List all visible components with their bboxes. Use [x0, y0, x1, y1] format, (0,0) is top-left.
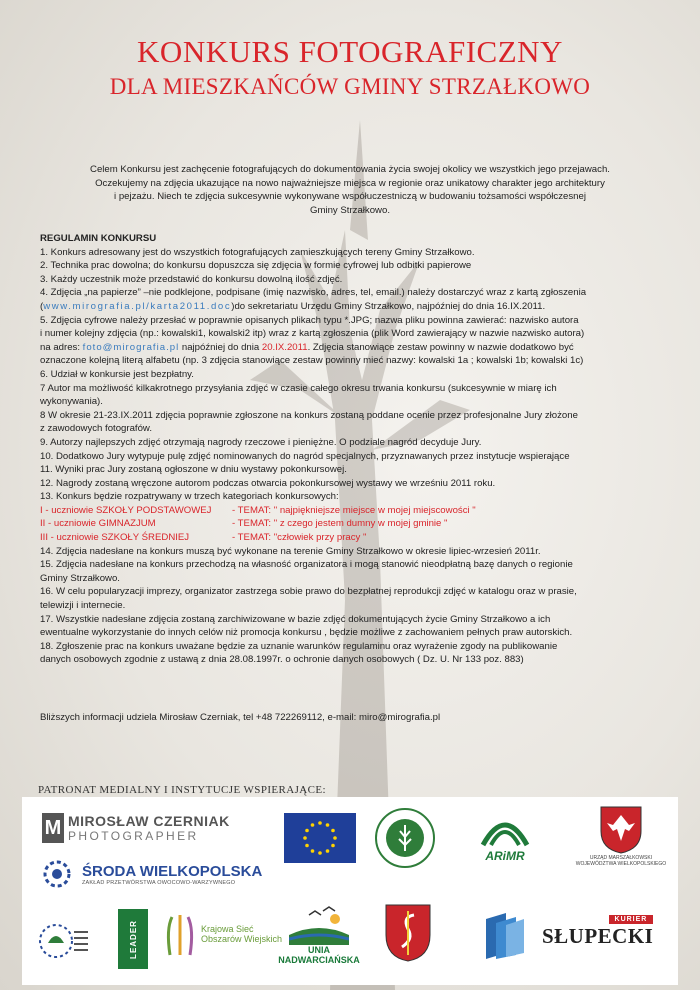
- contact-info: Bliższych informacji udziela Mirosław Czerniak, tel +48 722269112, e-mail: miro@mirografia.pl: [40, 712, 441, 723]
- eu-star-icon: [318, 851, 322, 855]
- um-line: URZĄD MARSZAŁKOWSKI: [589, 855, 653, 861]
- page-title: KONKURS FOTOGRAFICZNY: [137, 34, 563, 69]
- category-group: II - uczniowie GIMNAZJUM: [40, 518, 156, 530]
- sroda-sub: ZAKŁAD PRZETWÓRSTWA OWOCOWO-WARZYWNEGO: [82, 879, 236, 886]
- prow-program-logo-icon: [34, 915, 90, 965]
- rule-line: [40, 341, 670, 355]
- rule-line: 7 Autor ma możliwość kilkakrotnego przysyłania zdjęć w czasie całego okresu trwania konkursu (sukcesywnie w miarę ich: [40, 382, 557, 394]
- rule-line: i numer kolejny zdjęcia (np.: kowalski1, kowalski2 itp) wraz z kartą zgłoszenia (plik Word zawierający w nazwie nazwisko autora): [40, 328, 585, 340]
- rule-line: 2. Technika prac dowolna; do konkursu dopuszcza się zdjęcia w formie cyfrowej lub odbitki papierowe: [40, 260, 472, 272]
- eu-star-icon: [331, 844, 335, 848]
- rule-line: 9. Autorzy najlepszych zdjęć otrzymają nagrody rzeczowe i pieniężne. O podziale nagród decyduje Jury.: [40, 436, 482, 448]
- rule-line: 8 W okresie 21-23.IX.2011 zdjęcia poprawnie zgłoszone na konkurs zostaną poddane ocenie przez profesjonalne Jury złożone: [40, 409, 578, 421]
- rule-line: 5. Zdjęcia cyfrowe należy przesłać w poprawnie opisanych plikach typu *.JPG; nazwa pliku powinna zawierać: nazwisko autora: [40, 314, 579, 326]
- eu-star-icon: [318, 821, 322, 825]
- sponsors-heading: PATRONAT MEDIALNY I INSTYTUCJE WSPIERAJĄCE:: [38, 784, 326, 796]
- rule-line: 16. W celu popularyzacji imprezy, organizator zastrzega sobie prawo do bezpłatnej reprodukcji zdjęć w katalogu oraz w prasie,: [40, 586, 577, 598]
- category-theme: - TEMAT: " najpiękniejsze miejsce w mojej miejscowości ": [232, 504, 476, 516]
- eu-star-icon: [326, 849, 330, 853]
- unia-line: UNIA: [308, 945, 330, 955]
- wielkopolska-coat-of-arms-icon: [599, 805, 643, 855]
- um-line: WOJEWÓDZTWA WIELKOPOLSKIEGO: [575, 861, 667, 867]
- rule-line: 18. Zgłoszenie prac na konkurs uważane będzie za uznanie warunków regulaminu oraz wyrażenie zgody na publikowanie: [40, 640, 558, 652]
- ksow-line: Krajowa Sieć: [201, 924, 254, 934]
- ksow-figures-icon: [162, 909, 198, 959]
- eu-star-icon: [311, 823, 315, 827]
- category-group: III - uczniowie SZKOŁY ŚREDNIEJ: [40, 532, 190, 544]
- strzalkowo-coat-of-arms-icon: [384, 903, 432, 963]
- miroslaw-czerniak-logo: [42, 811, 230, 845]
- mc-logo-mark: M: [42, 813, 64, 843]
- intro-paragraph: [52, 163, 648, 217]
- eu-star-icon: [311, 849, 315, 853]
- eu-flag-icon: [284, 813, 356, 863]
- rule-line: telewizji i internecie.: [40, 600, 126, 612]
- rule-line: 10. Dodatkowo Jury wytypuje pulę zdjęć nominowanych do nagród specjalnych, przyznawanych przez instytucje wspierające: [40, 450, 570, 462]
- category-theme: - TEMAT: "człowiek przy pracy ": [232, 532, 367, 544]
- rule-text: na adres:: [40, 341, 83, 353]
- intro-line: Gminy Strzałkowo.: [310, 204, 390, 216]
- rule-text: najpóźniej do dnia: [179, 341, 262, 353]
- mc-logo-sub: PHOTOGRAPHER: [68, 828, 199, 843]
- rule-text: (: [40, 300, 44, 312]
- rule-text: )do sekretariatu Urzędu Gminy Strzałkowo, najpóźniej do dnia 16.IX.2011.: [231, 300, 546, 312]
- intro-line: Oczekujemy na zdjęcia ukazujące na nowo najważniejsze miejsca w regionie oraz unikatowy charakter jego architektury: [95, 177, 605, 189]
- leader-text: LEADER: [128, 919, 138, 959]
- rule-line: 11. Wyniki prac Jury zostaną ogłoszone w dniu wystawy pokonkursowej.: [40, 464, 347, 476]
- rule-line: 14. Zdjęcia nadesłane na konkurs muszą być wykonane na terenie Gminy Strzałkowo w okresie lipiec-wrzesień 2011r.: [40, 545, 541, 557]
- page-subtitle: DLA MIESZKAŃCÓW GMINY STRZAŁKOWO: [109, 74, 591, 99]
- rule-line: 1. Konkurs adresowany jest do wszystkich fotografujących zamieszkujących tereny Gminy Strzałkowo.: [40, 246, 475, 258]
- unia-nadwarcianska-logo: [280, 903, 358, 965]
- krajowa-siec-logo: [162, 909, 282, 959]
- rule-line: z zawodowych fotografów.: [40, 423, 152, 435]
- rule-line: 17. Wszystkie nadesłane zdjęcia zostaną zarchiwizowane w bazie zdjęć dokumentujących życie Gminy Strzałkowo a ich: [40, 613, 551, 625]
- rule-line: 6. Udział w konkursie jest bezpłatny.: [40, 368, 194, 380]
- rule-line: 13. Konkurs będzie rozpatrywany w trzech kategoriach konkursowych:: [40, 491, 339, 503]
- eu-star-icon: [331, 829, 335, 833]
- arimr-mark-icon: [479, 813, 531, 849]
- form-download-link[interactable]: www.mirografia.pl/karta2011.doc: [43, 300, 232, 312]
- category-line: [40, 531, 670, 545]
- intro-line: Celem Konkursu jest zachęcenie fotografujących do dokumentowania życia swojej okolicy we wszystkich jego przejawach.: [90, 164, 610, 175]
- rule-line: 15. Zdjęcia nadesłane na konkurs przechodzą na własność organizatora i mogą stanowić nieodpłatną bazę danych o regionie: [40, 559, 573, 571]
- ministry-agriculture-emblem-icon: [374, 807, 436, 869]
- deadline-date: 20.IX.2011: [261, 341, 308, 353]
- rule-line: wykonywania).: [40, 396, 103, 408]
- unia-line: NADWARCIAŃSKA: [278, 955, 360, 965]
- book-pages-logo-icon: [480, 909, 530, 961]
- arimr-text: ARiMR: [485, 849, 525, 863]
- rule-line: Gminy Strzałkowo.: [40, 572, 120, 584]
- rule-line: danych osobowych zgodnie z ustawą z dnia 28.08.1997r. o ochronie danych osobowych ( Dz. U. Nr 133 poz. 883): [40, 654, 524, 666]
- submission-email-link[interactable]: foto@mirografia.pl: [82, 341, 180, 353]
- eu-star-icon: [326, 823, 330, 827]
- rule-line: ewentualne wykorzystanie do innych celów niż promocja konkursu , będzie możliwe z zachowaniem pełnych praw autorskich.: [40, 627, 573, 639]
- leader-logo: [118, 909, 148, 969]
- unia-landscape-icon: [289, 903, 349, 945]
- sroda-wreath-icon: [36, 859, 78, 889]
- rule-line: oznaczone kolejną literą alfabetu (np. 3 zdjęcia stanowiące zestaw powinny mieć nazwy: kowalski 1a ; kowalski 1b; kowalski 1c): [40, 355, 584, 367]
- category-theme: - TEMAT: " z czego jestem dumny w mojej gminie ": [232, 518, 448, 530]
- rule-line: 3. Każdy uczestnik może przedstawić do konkursu dowolną ilość zdjęć.: [40, 273, 343, 285]
- mc-logo-name: MIROSŁAW CZERNIAK: [68, 812, 230, 829]
- sroda-name: ŚRODA WIELKOPOLSKA: [82, 862, 263, 880]
- kurier-name: SŁUPECKI: [542, 924, 654, 948]
- eu-star-icon: [305, 829, 309, 833]
- eu-star-icon: [303, 836, 307, 840]
- urzad-marszalkowski-logo: [567, 805, 675, 867]
- category-line: [40, 504, 670, 518]
- sponsor-logos-panel: [22, 797, 678, 985]
- rules-section: [40, 232, 670, 667]
- category-group: I - uczniowie SZKOŁY PODSTAWOWEJ: [40, 504, 212, 516]
- rules-heading: REGULAMIN KONKURSU: [40, 233, 157, 244]
- intro-line: i pejzażu. Niech te zdjęcia sukcesywnie wykonywane współuczestniczą w budowaniu tożsamości współczesnej: [114, 191, 586, 202]
- rule-line: 12. Nagrody zostaną wręczone autorom podczas otwarcia pokonkursowej wystawy we wrześniu 2011 roku.: [40, 477, 496, 489]
- category-line: [40, 517, 670, 531]
- kurier-slupecki-logo: [542, 915, 653, 949]
- rule-line: 4. Zdjęcia „na papierze” –nie podklejone, podpisane (imię nazwisko, adres, tel, email.) należy dostarczyć wraz z kartą zgłoszenia: [40, 287, 587, 299]
- eu-star-icon: [305, 844, 309, 848]
- eu-star-icon: [333, 836, 337, 840]
- ksow-line: Obszarów Wiejskich: [201, 934, 283, 944]
- rule-line: [40, 300, 670, 314]
- arimr-logo: [474, 809, 536, 867]
- rule-text: . Zdjęcia stanowiące zestaw powinny w nazwie dodatkowo być: [307, 341, 574, 353]
- sroda-wielkopolska-logo: [36, 859, 262, 889]
- kurier-top-badge: KURIER: [609, 915, 654, 924]
